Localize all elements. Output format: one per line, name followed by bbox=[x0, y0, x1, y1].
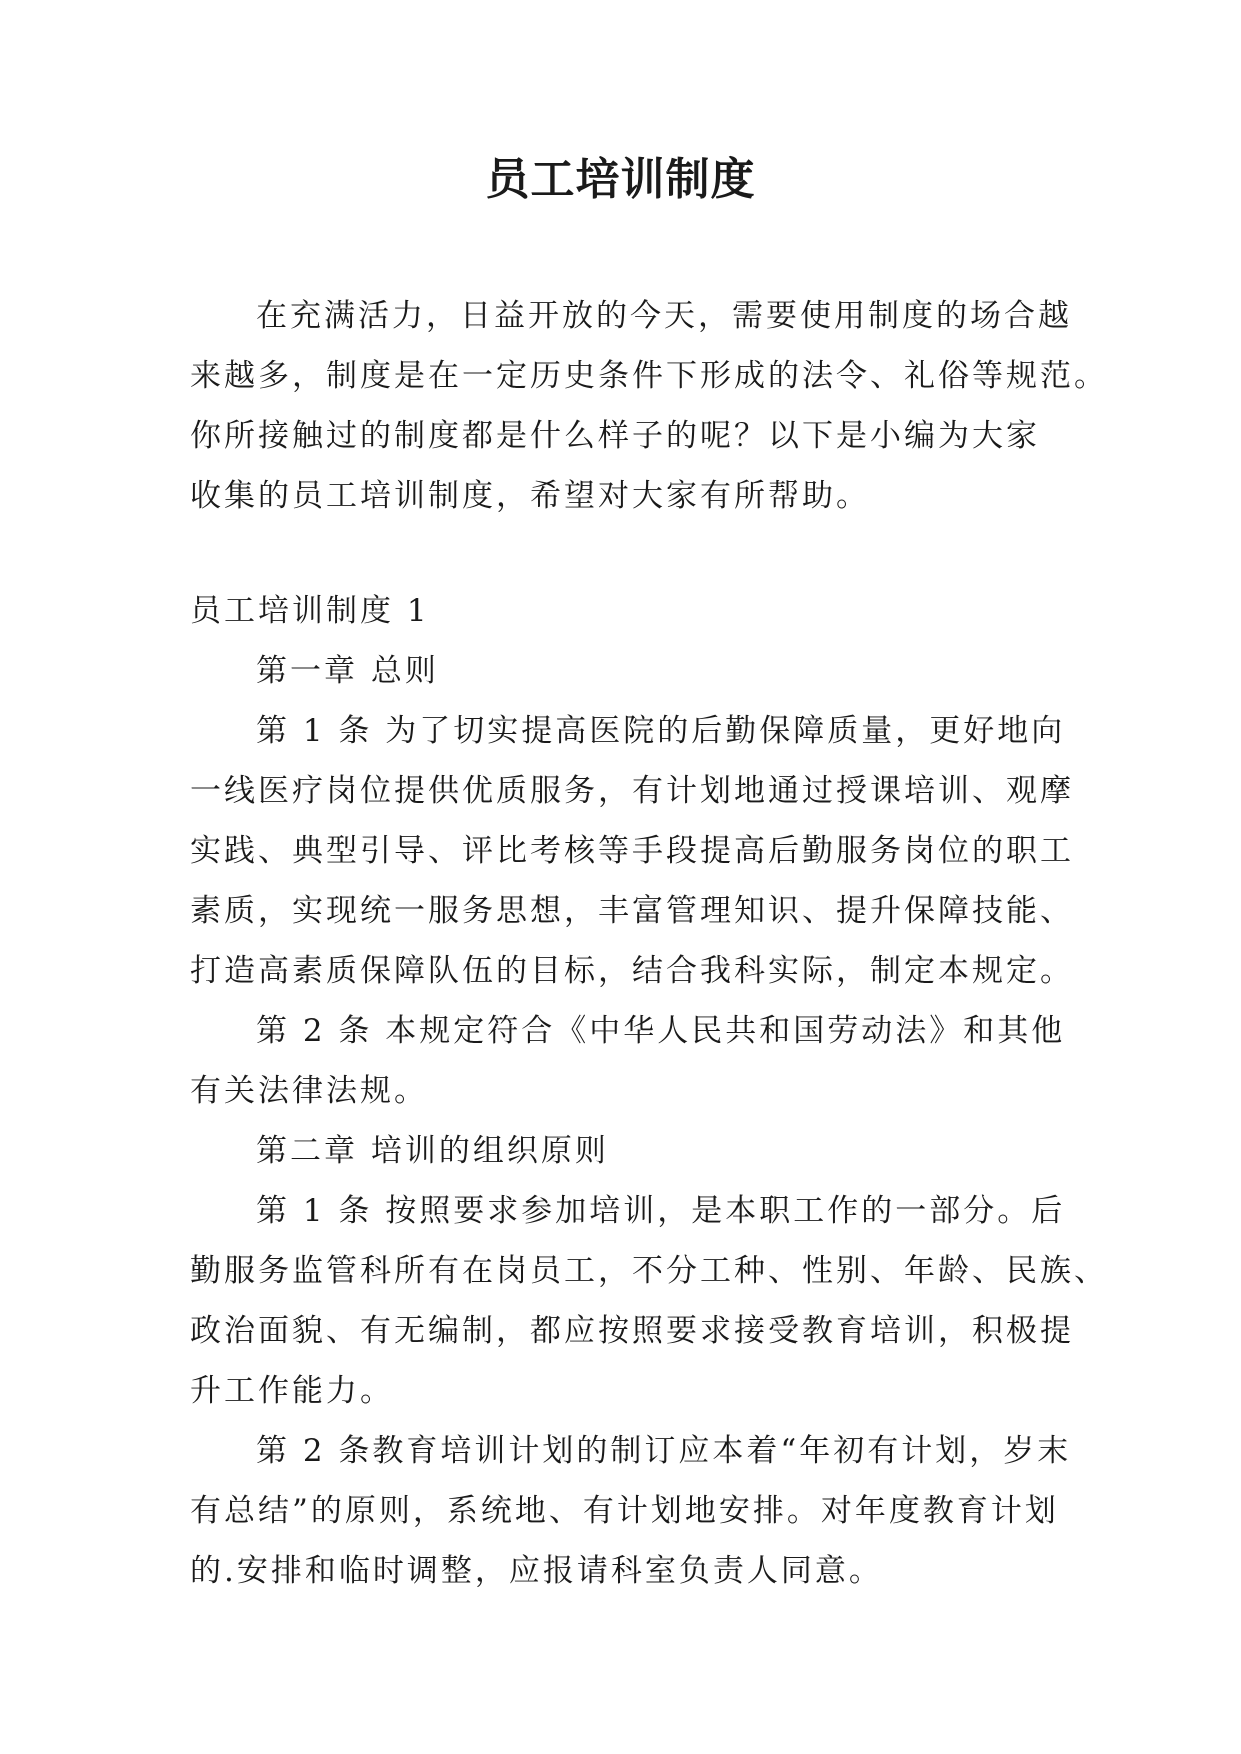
article-line: 升工作能力。 bbox=[190, 1373, 394, 1409]
article-line: 第 2 条 本规定符合《中华人民共和国劳动法》和其他 bbox=[256, 1013, 1066, 1049]
article-line: 第 2 条教育培训计划的制订应本着“年初有计划，岁末 bbox=[256, 1433, 1072, 1469]
article-line: 一线医疗岗位提供优质服务，有计划地通过授课培训、观摩 bbox=[190, 773, 1074, 809]
article-line: 素质，实现统一服务思想，丰富管理知识、提升保障技能、 bbox=[190, 893, 1074, 929]
chapter-heading: 第二章 培训的组织原则 bbox=[256, 1133, 609, 1169]
document-body bbox=[190, 286, 1108, 1601]
article-line: 打造高素质保障队伍的目标，结合我科实际，制定本规定。 bbox=[190, 953, 1074, 989]
intro-line: 收集的员工培训制度，希望对大家有所帮助。 bbox=[190, 478, 870, 514]
document-title: 员工培训制度 bbox=[485, 154, 756, 205]
chapter-heading: 第一章 总则 bbox=[256, 653, 439, 689]
article-line: 勤服务监管科所有在岗员工，不分工种、性别、年龄、民族、 bbox=[190, 1253, 1108, 1289]
article-line: 有总结”的原则，系统地、有计划地安排。对年度教育计划 bbox=[190, 1493, 1059, 1529]
intro-line: 在充满活力，日益开放的今天，需要使用制度的场合越 bbox=[256, 298, 1072, 334]
intro-line: 你所接触过的制度都是什么样子的呢？以下是小编为大家 bbox=[190, 418, 1040, 454]
intro-line: 来越多，制度是在一定历史条件下形成的法令、礼俗等规范。 bbox=[190, 358, 1108, 394]
article-line: 实践、典型引导、评比考核等手段提高后勤服务岗位的职工 bbox=[190, 833, 1074, 869]
article-line: 的.安排和临时调整，应报请科室负责人同意。 bbox=[190, 1553, 883, 1589]
article-line: 有关法律法规。 bbox=[190, 1073, 428, 1109]
article-line: 第 1 条 按照要求参加培训，是本职工作的一部分。后 bbox=[256, 1193, 1066, 1229]
section-heading: 员工培训制度 1 bbox=[190, 593, 430, 629]
article-line: 第 1 条 为了切实提高医院的后勤保障质量，更好地向 bbox=[256, 713, 1066, 749]
article-line: 政治面貌、有无编制，都应按照要求接受教育培训，积极提 bbox=[190, 1313, 1074, 1349]
